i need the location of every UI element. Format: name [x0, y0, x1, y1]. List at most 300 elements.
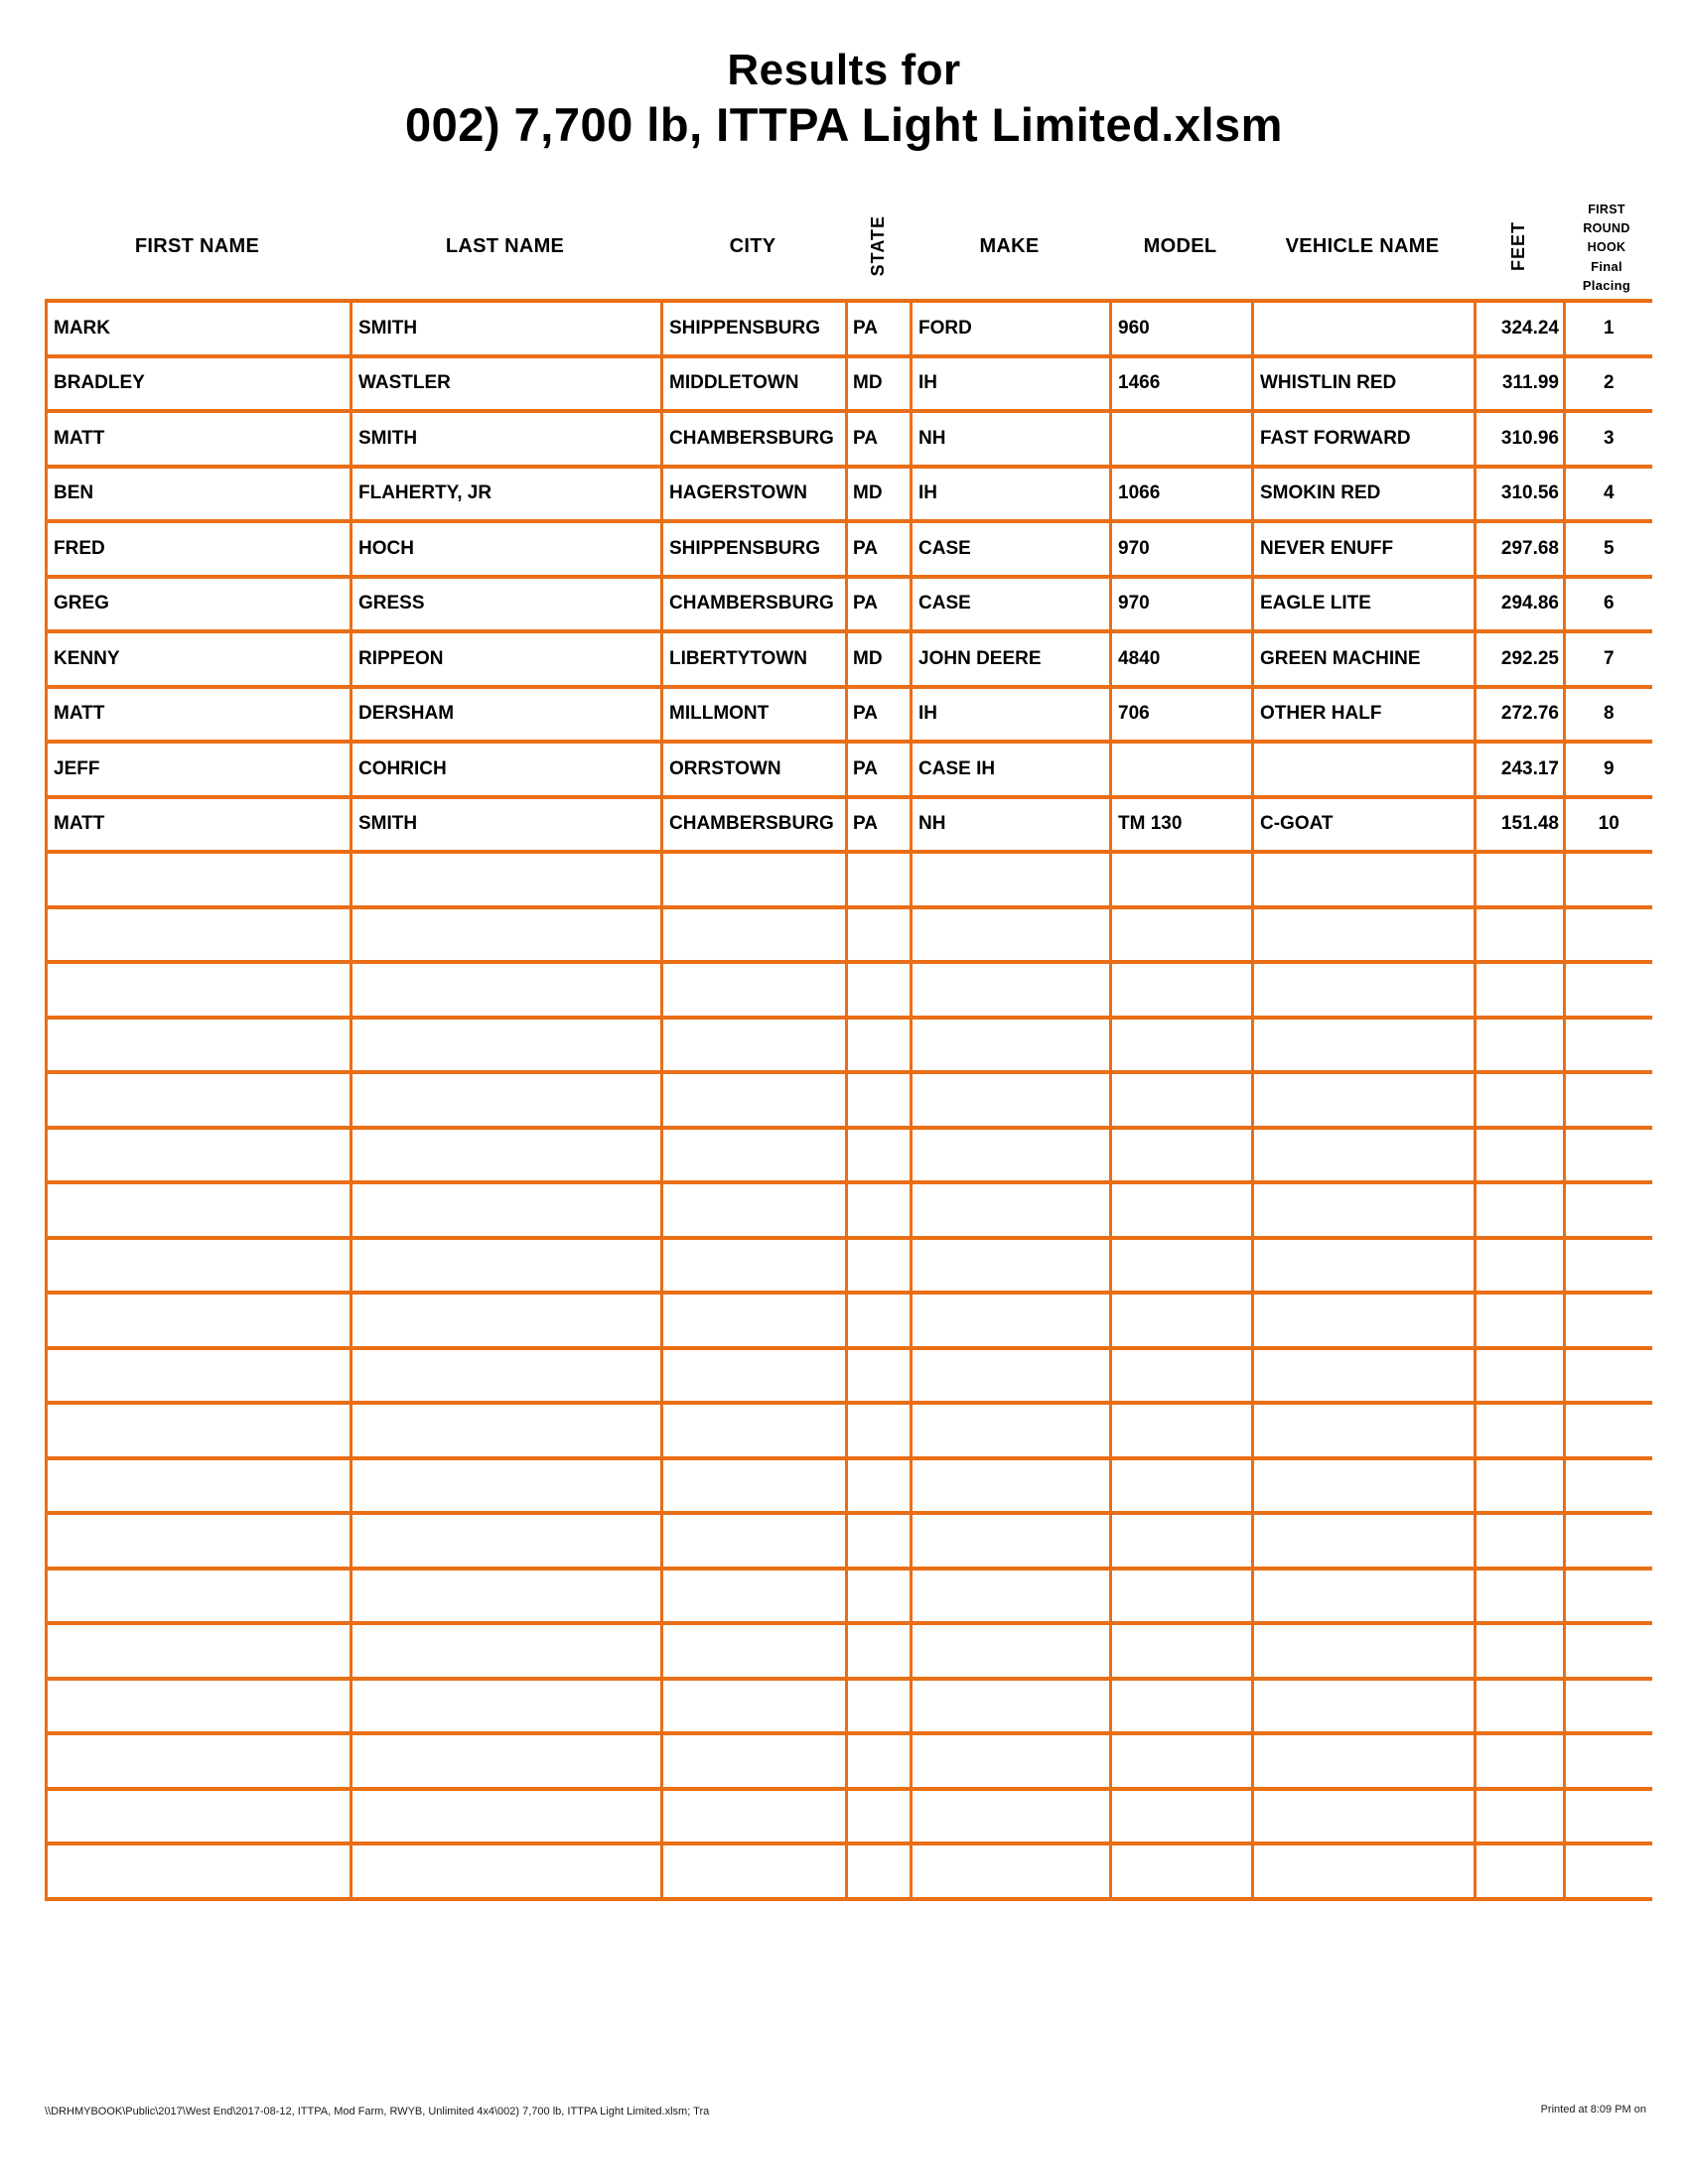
cell-last-name: HOCH — [352, 521, 662, 577]
cell-make: IH — [912, 687, 1111, 743]
cell-feet — [1476, 1513, 1565, 1569]
cell-make — [912, 1513, 1111, 1569]
cell-first-name: MATT — [47, 411, 352, 467]
cell-feet — [1476, 1293, 1565, 1348]
cell-placing — [1565, 907, 1652, 963]
cell-city — [662, 1679, 847, 1734]
cell-feet — [1476, 1679, 1565, 1734]
cell-model — [1111, 1182, 1253, 1238]
empty-row — [47, 1293, 1652, 1348]
cell-feet — [1476, 1733, 1565, 1789]
cell-state — [847, 1128, 912, 1183]
cell-state — [847, 1623, 912, 1679]
cell-placing — [1565, 1458, 1652, 1514]
column-header-label: ROUND — [1583, 221, 1630, 235]
cell-last-name: WASTLER — [352, 356, 662, 412]
cell-last-name: GRESS — [352, 577, 662, 632]
column-header-placing — [1563, 194, 1650, 299]
empty-row — [47, 1403, 1652, 1458]
cell-city: ORRSTOWN — [662, 742, 847, 797]
cell-model — [1111, 1293, 1253, 1348]
cell-make — [912, 852, 1111, 907]
cell-feet — [1476, 1128, 1565, 1183]
cell-state: PA — [847, 577, 912, 632]
cell-city: CHAMBERSBURG — [662, 411, 847, 467]
column-header-vehicle-name — [1251, 194, 1474, 299]
table-row — [47, 467, 1652, 522]
cell-first-name — [47, 1293, 352, 1348]
cell-feet — [1476, 907, 1565, 963]
column-header-state — [845, 194, 910, 299]
cell-state — [847, 1569, 912, 1624]
column-header-label-vertical: STATE — [867, 215, 888, 277]
cell-city: LIBERTYTOWN — [662, 631, 847, 687]
cell-state — [847, 962, 912, 1018]
cell-first-name — [47, 1403, 352, 1458]
cell-make — [912, 1789, 1111, 1844]
cell-city — [662, 1182, 847, 1238]
cell-placing — [1565, 1072, 1652, 1128]
cell-last-name: SMITH — [352, 797, 662, 853]
empty-row — [47, 907, 1652, 963]
cell-make: CASE IH — [912, 742, 1111, 797]
empty-row — [47, 1513, 1652, 1569]
cell-placing: 8 — [1565, 687, 1652, 743]
cell-state: PA — [847, 301, 912, 356]
cell-placing: 7 — [1565, 631, 1652, 687]
table-row — [47, 577, 1652, 632]
cell-first-name — [47, 1679, 352, 1734]
cell-city — [662, 1733, 847, 1789]
cell-vehicle-name — [1253, 1569, 1476, 1624]
cell-first-name — [47, 907, 352, 963]
cell-state — [847, 1238, 912, 1294]
cell-placing — [1565, 962, 1652, 1018]
cell-first-name — [47, 1843, 352, 1899]
cell-first-name: GREG — [47, 577, 352, 632]
cell-vehicle-name — [1253, 1072, 1476, 1128]
cell-vehicle-name: C-GOAT — [1253, 797, 1476, 853]
cell-feet: 151.48 — [1476, 797, 1565, 853]
cell-placing: 1 — [1565, 301, 1652, 356]
cell-model — [1111, 1348, 1253, 1404]
cell-model: TM 130 — [1111, 797, 1253, 853]
cell-feet — [1476, 1182, 1565, 1238]
empty-row — [47, 1458, 1652, 1514]
cell-vehicle-name — [1253, 301, 1476, 356]
column-header-city — [660, 194, 845, 299]
cell-state — [847, 1348, 912, 1404]
cell-first-name: JEFF — [47, 742, 352, 797]
cell-first-name: FRED — [47, 521, 352, 577]
cell-vehicle-name — [1253, 1789, 1476, 1844]
column-header-label: LAST NAME — [445, 234, 565, 257]
cell-city — [662, 907, 847, 963]
table-row — [47, 301, 1652, 356]
cell-feet: 272.76 — [1476, 687, 1565, 743]
empty-row — [47, 1789, 1652, 1844]
cell-model — [1111, 1072, 1253, 1128]
cell-vehicle-name — [1253, 1843, 1476, 1899]
cell-city — [662, 1458, 847, 1514]
cell-vehicle-name — [1253, 852, 1476, 907]
cell-first-name — [47, 1128, 352, 1183]
cell-first-name — [47, 1623, 352, 1679]
footer-printed-timestamp: Printed at 8:09 PM on — [1540, 2104, 1646, 2116]
cell-vehicle-name — [1253, 1403, 1476, 1458]
cell-last-name — [352, 852, 662, 907]
cell-model: 960 — [1111, 301, 1253, 356]
cell-city: SHIPPENSBURG — [662, 521, 847, 577]
cell-vehicle-name — [1253, 742, 1476, 797]
cell-make — [912, 1843, 1111, 1899]
cell-vehicle-name — [1253, 1293, 1476, 1348]
table-row — [47, 521, 1652, 577]
cell-model — [1111, 1403, 1253, 1458]
cell-first-name: MATT — [47, 687, 352, 743]
cell-placing — [1565, 1293, 1652, 1348]
cell-vehicle-name — [1253, 1348, 1476, 1404]
cell-feet: 294.86 — [1476, 577, 1565, 632]
cell-placing — [1565, 1733, 1652, 1789]
cell-model — [1111, 1238, 1253, 1294]
cell-city: CHAMBERSBURG — [662, 577, 847, 632]
empty-row — [47, 1623, 1652, 1679]
cell-last-name — [352, 1348, 662, 1404]
cell-feet — [1476, 1072, 1565, 1128]
cell-vehicle-name — [1253, 1458, 1476, 1514]
empty-row — [47, 1843, 1652, 1899]
cell-make: IH — [912, 467, 1111, 522]
cell-city — [662, 1018, 847, 1073]
cell-last-name — [352, 1569, 662, 1624]
cell-city — [662, 1403, 847, 1458]
cell-placing — [1565, 1843, 1652, 1899]
cell-make: NH — [912, 411, 1111, 467]
cell-model — [1111, 1679, 1253, 1734]
cell-last-name — [352, 1182, 662, 1238]
cell-first-name — [47, 1513, 352, 1569]
cell-model — [1111, 742, 1253, 797]
cell-make — [912, 1623, 1111, 1679]
cell-city — [662, 1623, 847, 1679]
cell-placing — [1565, 1348, 1652, 1404]
cell-city: HAGERSTOWN — [662, 467, 847, 522]
column-header-label: Final — [1591, 259, 1622, 274]
cell-feet: 324.24 — [1476, 301, 1565, 356]
cell-model — [1111, 1569, 1253, 1624]
cell-model: 970 — [1111, 577, 1253, 632]
cell-vehicle-name — [1253, 1623, 1476, 1679]
cell-make — [912, 1733, 1111, 1789]
cell-make: CASE — [912, 577, 1111, 632]
cell-make: JOHN DEERE — [912, 631, 1111, 687]
cell-make — [912, 907, 1111, 963]
cell-first-name: KENNY — [47, 631, 352, 687]
cell-state — [847, 1733, 912, 1789]
cell-placing: 9 — [1565, 742, 1652, 797]
empty-row — [47, 1018, 1652, 1073]
cell-last-name: COHRICH — [352, 742, 662, 797]
cell-city — [662, 1072, 847, 1128]
cell-vehicle-name: OTHER HALF — [1253, 687, 1476, 743]
cell-placing — [1565, 1018, 1652, 1073]
cell-state — [847, 1679, 912, 1734]
column-header-first-name — [45, 194, 350, 299]
column-header-label: FIRST NAME — [134, 234, 260, 257]
cell-model: 970 — [1111, 521, 1253, 577]
cell-vehicle-name: GREEN MACHINE — [1253, 631, 1476, 687]
column-header-make — [910, 194, 1109, 299]
cell-first-name: BRADLEY — [47, 356, 352, 412]
cell-vehicle-name — [1253, 962, 1476, 1018]
empty-row — [47, 1182, 1652, 1238]
cell-feet — [1476, 1018, 1565, 1073]
cell-feet — [1476, 1843, 1565, 1899]
workbook-title: 002) 7,700 lb, ITTPA Light Limited.xlsm — [405, 98, 1283, 151]
cell-first-name: MATT — [47, 797, 352, 853]
column-header-label: FIRST — [1588, 203, 1625, 216]
cell-model — [1111, 1623, 1253, 1679]
cell-last-name: FLAHERTY, JR — [352, 467, 662, 522]
cell-vehicle-name — [1253, 1679, 1476, 1734]
cell-city: MILLMONT — [662, 687, 847, 743]
cell-state: MD — [847, 467, 912, 522]
cell-model — [1111, 962, 1253, 1018]
cell-feet: 311.99 — [1476, 356, 1565, 412]
cell-feet — [1476, 1458, 1565, 1514]
table-row — [47, 631, 1652, 687]
cell-city — [662, 1789, 847, 1844]
cell-state — [847, 1182, 912, 1238]
cell-feet — [1476, 962, 1565, 1018]
cell-placing: 4 — [1565, 467, 1652, 522]
column-header-model — [1109, 194, 1251, 299]
cell-make — [912, 1403, 1111, 1458]
cell-city: MIDDLETOWN — [662, 356, 847, 412]
cell-placing — [1565, 1513, 1652, 1569]
cell-city: CHAMBERSBURG — [662, 797, 847, 853]
cell-city — [662, 1128, 847, 1183]
cell-make — [912, 962, 1111, 1018]
cell-first-name — [47, 1569, 352, 1624]
cell-feet — [1476, 1623, 1565, 1679]
cell-first-name — [47, 1182, 352, 1238]
column-header-label: MODEL — [1143, 234, 1217, 257]
cell-model — [1111, 1018, 1253, 1073]
cell-state — [847, 1843, 912, 1899]
cell-vehicle-name: SMOKIN RED — [1253, 467, 1476, 522]
cell-first-name: MARK — [47, 301, 352, 356]
cell-feet: 310.96 — [1476, 411, 1565, 467]
cell-feet: 292.25 — [1476, 631, 1565, 687]
cell-make: FORD — [912, 301, 1111, 356]
cell-model — [1111, 411, 1253, 467]
cell-model — [1111, 852, 1253, 907]
cell-model — [1111, 907, 1253, 963]
cell-make — [912, 1348, 1111, 1404]
cell-state — [847, 852, 912, 907]
cell-placing: 5 — [1565, 521, 1652, 577]
cell-last-name: SMITH — [352, 411, 662, 467]
column-header-label: Placing — [1582, 278, 1631, 293]
cell-make — [912, 1679, 1111, 1734]
cell-placing: 2 — [1565, 356, 1652, 412]
cell-model: 1466 — [1111, 356, 1253, 412]
cell-feet — [1476, 1569, 1565, 1624]
cell-last-name — [352, 1018, 662, 1073]
column-header-label: HOOK — [1587, 240, 1626, 254]
empty-row — [47, 852, 1652, 907]
cell-first-name — [47, 1789, 352, 1844]
cell-first-name — [47, 1458, 352, 1514]
cell-state — [847, 1458, 912, 1514]
cell-make — [912, 1293, 1111, 1348]
cell-state — [847, 907, 912, 963]
cell-model — [1111, 1128, 1253, 1183]
cell-placing — [1565, 1789, 1652, 1844]
cell-vehicle-name — [1253, 1018, 1476, 1073]
empty-row — [47, 1569, 1652, 1624]
cell-vehicle-name: NEVER ENUFF — [1253, 521, 1476, 577]
column-header-label-vertical: FEET — [1508, 220, 1528, 271]
cell-placing — [1565, 1569, 1652, 1624]
cell-last-name — [352, 1128, 662, 1183]
cell-city: SHIPPENSBURG — [662, 301, 847, 356]
cell-make — [912, 1569, 1111, 1624]
cell-placing — [1565, 1238, 1652, 1294]
cell-last-name: DERSHAM — [352, 687, 662, 743]
cell-last-name — [352, 1513, 662, 1569]
cell-first-name — [47, 1018, 352, 1073]
cell-make — [912, 1182, 1111, 1238]
cell-model — [1111, 1458, 1253, 1514]
table-row — [47, 356, 1652, 412]
cell-city — [662, 1569, 847, 1624]
cell-make: CASE — [912, 521, 1111, 577]
cell-feet: 310.56 — [1476, 467, 1565, 522]
cell-placing — [1565, 1182, 1652, 1238]
cell-first-name — [47, 962, 352, 1018]
cell-placing: 3 — [1565, 411, 1652, 467]
table-row — [47, 742, 1652, 797]
cell-last-name — [352, 1458, 662, 1514]
empty-row — [47, 1348, 1652, 1404]
cell-feet — [1476, 1348, 1565, 1404]
cell-feet: 297.68 — [1476, 521, 1565, 577]
table-row — [47, 687, 1652, 743]
cell-city — [662, 962, 847, 1018]
cell-placing — [1565, 1679, 1652, 1734]
cell-city — [662, 1513, 847, 1569]
cell-state: PA — [847, 742, 912, 797]
column-header-label: VEHICLE NAME — [1285, 234, 1440, 257]
table-header-row — [45, 194, 1650, 299]
cell-city — [662, 852, 847, 907]
empty-row — [47, 1238, 1652, 1294]
cell-model: 706 — [1111, 687, 1253, 743]
cell-last-name — [352, 962, 662, 1018]
cell-first-name — [47, 1238, 352, 1294]
cell-vehicle-name: EAGLE LITE — [1253, 577, 1476, 632]
cell-feet — [1476, 1403, 1565, 1458]
cell-make — [912, 1238, 1111, 1294]
cell-vehicle-name — [1253, 1513, 1476, 1569]
cell-last-name — [352, 1733, 662, 1789]
cell-model — [1111, 1733, 1253, 1789]
cell-last-name — [352, 1238, 662, 1294]
cell-placing — [1565, 1623, 1652, 1679]
empty-row — [47, 1733, 1652, 1789]
table-row — [47, 411, 1652, 467]
table-row — [47, 797, 1652, 853]
cell-first-name: BEN — [47, 467, 352, 522]
cell-feet — [1476, 1238, 1565, 1294]
cell-last-name — [352, 1789, 662, 1844]
footer-file-path: \\DRHMYBOOK\Public\2017\West End\2017-08-12, ITTPA, Mod Farm, RWYB, Unlimited 4x4\002) 7,700 lb, ITTPA Light Limited.xlsm; Tra — [45, 2106, 710, 2117]
cell-last-name — [352, 1679, 662, 1734]
cell-last-name — [352, 907, 662, 963]
cell-last-name: SMITH — [352, 301, 662, 356]
cell-make — [912, 1018, 1111, 1073]
cell-state: PA — [847, 797, 912, 853]
cell-state: PA — [847, 521, 912, 577]
cell-make — [912, 1458, 1111, 1514]
empty-row — [47, 1128, 1652, 1183]
cell-city — [662, 1348, 847, 1404]
cell-state: PA — [847, 411, 912, 467]
cell-placing — [1565, 1128, 1652, 1183]
cell-model — [1111, 1843, 1253, 1899]
cell-vehicle-name — [1253, 1238, 1476, 1294]
cell-model: 4840 — [1111, 631, 1253, 687]
column-header-label: MAKE — [979, 234, 1040, 257]
cell-placing: 6 — [1565, 577, 1652, 632]
cell-first-name — [47, 1348, 352, 1404]
cell-state: MD — [847, 631, 912, 687]
cell-state — [847, 1403, 912, 1458]
empty-row — [47, 962, 1652, 1018]
cell-last-name — [352, 1623, 662, 1679]
cell-first-name — [47, 1072, 352, 1128]
page-title: Results for — [727, 46, 961, 94]
column-header-feet — [1474, 194, 1563, 299]
cell-last-name — [352, 1843, 662, 1899]
cell-last-name — [352, 1072, 662, 1128]
cell-feet — [1476, 852, 1565, 907]
cell-state: PA — [847, 687, 912, 743]
cell-city — [662, 1238, 847, 1294]
cell-vehicle-name — [1253, 907, 1476, 963]
cell-model — [1111, 1513, 1253, 1569]
cell-make: NH — [912, 797, 1111, 853]
column-header-last-name — [350, 194, 660, 299]
cell-vehicle-name — [1253, 1733, 1476, 1789]
cell-last-name: RIPPEON — [352, 631, 662, 687]
cell-vehicle-name — [1253, 1128, 1476, 1183]
cell-state — [847, 1513, 912, 1569]
cell-city — [662, 1293, 847, 1348]
cell-vehicle-name: WHISTLIN RED — [1253, 356, 1476, 412]
cell-vehicle-name — [1253, 1182, 1476, 1238]
cell-last-name — [352, 1403, 662, 1458]
cell-placing: 10 — [1565, 797, 1652, 853]
cell-state — [847, 1293, 912, 1348]
cell-state — [847, 1072, 912, 1128]
cell-city — [662, 1843, 847, 1899]
cell-feet — [1476, 1789, 1565, 1844]
cell-vehicle-name: FAST FORWARD — [1253, 411, 1476, 467]
